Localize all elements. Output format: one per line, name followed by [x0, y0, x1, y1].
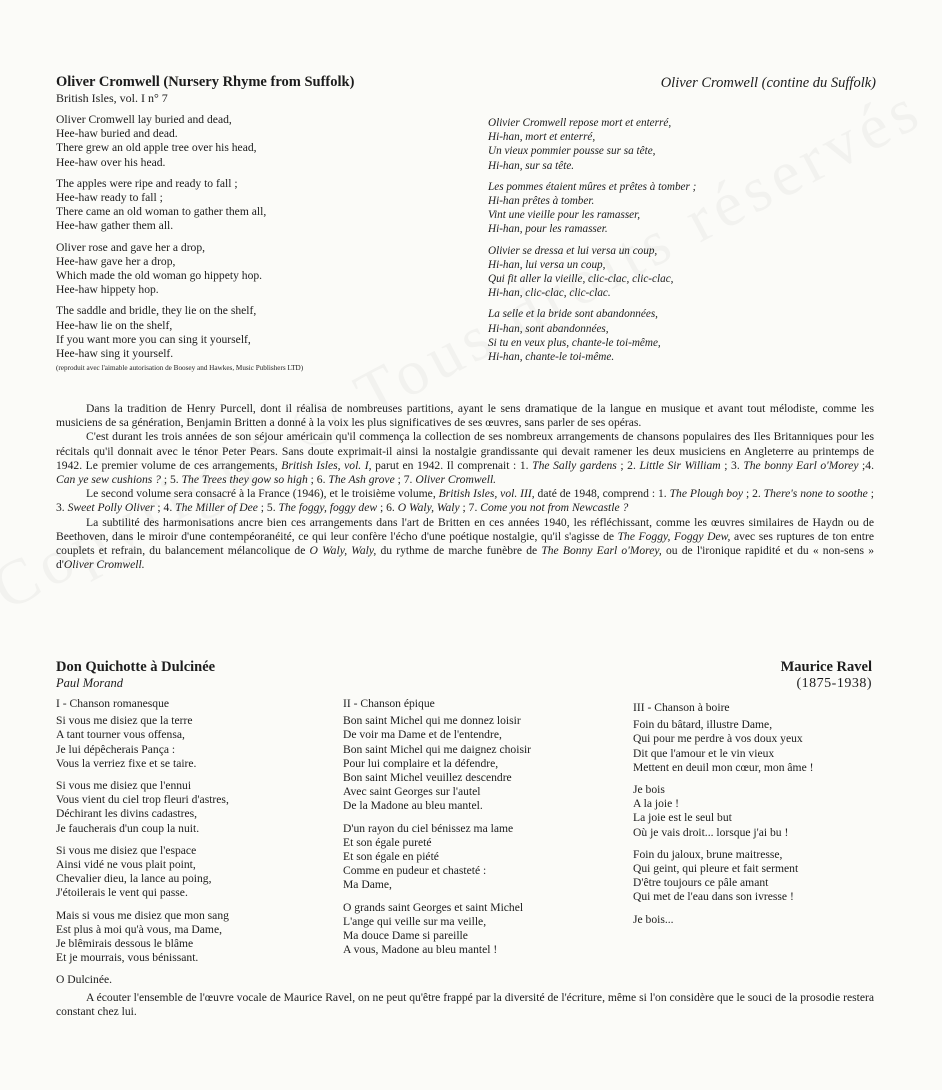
- verse-line: There came an old woman to gather them all,: [56, 205, 267, 219]
- stanza: [633, 913, 893, 927]
- verse-line: Pour lui complaire et la défendre,: [343, 756, 499, 770]
- verse-line: Comme en pudeur et chasteté :: [343, 864, 487, 878]
- verse-line: Qui fit aller la vieille, clic-clac, clic-clac,: [488, 273, 674, 286]
- song-title: II - Chanson épique: [343, 697, 435, 710]
- stanza: [343, 822, 613, 893]
- verse-line: Ma douce Dame si pareille: [343, 929, 468, 943]
- verse-line: There grew an old apple tree over his head,: [56, 141, 257, 155]
- stanza: [633, 783, 893, 840]
- song-chanson-epique: [343, 697, 613, 965]
- stanza: [488, 244, 888, 301]
- verse-line: Foin du bâtard, illustre Dame,: [633, 718, 773, 732]
- verse-line: Si vous me disiez que l'ennui: [56, 779, 192, 793]
- song-chanson-a-boire: [633, 701, 893, 935]
- verse-line: Hee-haw buried and dead.: [56, 127, 178, 141]
- stanza: [56, 177, 436, 234]
- song-title: III - Chanson à boire: [633, 701, 730, 714]
- verse-line: Un vieux pommier pousse sur sa tête,: [488, 145, 656, 158]
- verse-line: The apples were ripe and ready to fall ;: [56, 176, 238, 190]
- verse-line: Est plus à moi qu'à vous, ma Dame,: [56, 922, 222, 936]
- verse-line: Hi-han, pour les ramasser.: [488, 223, 608, 236]
- verse-line: If you want more you can sing it yourself,: [56, 332, 251, 346]
- verse-line: Hi-han, sont abandonnées,: [488, 322, 609, 335]
- verse-line: Et son égale pureté: [343, 835, 432, 849]
- verse-line: Vint une vieille pour les ramasser,: [488, 209, 641, 222]
- stanza: [633, 718, 893, 775]
- verse-line: Hi-han, sur sa tête.: [488, 159, 575, 172]
- verse-line: Hee-haw gather them all.: [56, 219, 174, 233]
- verse-line: Je blêmirais dessous le blâme: [56, 937, 194, 951]
- stanza: [56, 844, 316, 901]
- ravel-work-title: Don Quichotte à Dulcinée: [56, 659, 216, 675]
- essay-paragraph-2: C'est durant les trois années de son séjour américain qu'il commença la collection de ses nombreux arrangements de chansons populaires des Iles Britanniques pour les récitals qu'il donnait avec le ténor Peter Pears. Sans doute exprimait-il ainsi la nostalgie grandissante qui devait ramener les deux musiciens en Angleterre au printemps de 1942. Le premier volume de ces arrangements, British Isles, vol. I, parut en 1942. Il comprenait : 1. The Sally gardens ; 2. Little Sir William ; 3. The bonny Earl o'Morey ;4. Can ye sew cushions ? ; 5. The Trees they gow so high ; 6. The Ash grove ; 7. Oliver Cromwell.: [56, 430, 874, 487]
- ravel-lyricist: Paul Morand: [56, 676, 124, 690]
- stanza: [488, 116, 888, 173]
- britten-essay: [56, 402, 874, 572]
- verse-line: D'être toujours ce pâle amant: [633, 876, 769, 890]
- verse-line: Hee-haw sing it yourself.: [56, 347, 174, 361]
- essay-paragraph-3: Le second volume sera consacré à la France (1946), et le troisième volume, British Isles, vol. III, daté de 1948, comprend : 1. The Plough boy ; 2. There's none to soothe ; 3. Sweet Polly Oliver ; 4. The Miller of Dee ; 5. The foggy, foggy dew ; 6. O Waly, Waly ; 7. Come you not from Newcastle ?: [56, 487, 874, 515]
- song-chanson-romanesque: [56, 697, 316, 996]
- verse-line: Et je mourrais, vous bénissant.: [56, 951, 199, 965]
- verse-line: Mettent en deuil mon cœur, mon âme !: [633, 760, 814, 774]
- verse-line: La selle et la bride sont abandonnées,: [488, 308, 658, 321]
- verse-line: Dit que l'amour et le vin vieux: [633, 746, 775, 760]
- stanza: [56, 241, 436, 298]
- verse-line: Olivier se dressa et lui versa un coup,: [488, 244, 658, 257]
- stanza: [56, 909, 316, 966]
- verse-line: Et son égale en piété: [343, 850, 439, 864]
- stanza: [56, 779, 316, 836]
- verse-line: Si vous me disiez que l'espace: [56, 843, 197, 857]
- verse-line: A vous, Madone au bleu mantel !: [343, 943, 498, 957]
- verse-line: Which made the old woman go hippety hop.: [56, 269, 263, 283]
- verse-line: Ainsi vidé ne vous plait point,: [56, 858, 196, 872]
- verse-line: Ma Dame,: [343, 878, 392, 892]
- verse-line: Hi-han, lui versa un coup,: [488, 258, 606, 271]
- verse-line: Hi-han prêtes à tomber.: [488, 195, 595, 208]
- verse-line: Je faucherais d'un coup la nuit.: [56, 821, 200, 835]
- verse-line: Je lui dépêcherais Pança :: [56, 742, 176, 756]
- cromwell-lyrics-en: [56, 113, 436, 368]
- verse-line: Hee-haw over his head.: [56, 155, 166, 169]
- verse-line: J'étoilerais le vent qui passe.: [56, 886, 188, 900]
- essay-paragraph-1: Dans la tradition de Henry Purcell, dont il réalisa de nombreuses partitions, ayant le sens dramatique de la langue en musique et avant tout mélodiste, comme les musiciens de sa génération, Benjamin Britten a donné à la voix les plus significatives de ses œuvres, sans parler de ses opéras.: [56, 402, 874, 430]
- verse-line: Oliver rose and gave her a drop,: [56, 240, 206, 254]
- verse-line: Oliver Cromwell lay buried and dead,: [56, 113, 232, 126]
- verse-line: Si vous me disiez que la terre: [56, 714, 193, 728]
- verse-line: Déchirant les divins cadastres,: [56, 807, 198, 821]
- verse-line: Bon saint Michel qui me donnez loisir: [343, 714, 521, 728]
- verse-line: Avec saint Georges sur l'autel: [343, 785, 481, 799]
- verse-line: Olivier Cromwell repose mort et enterré,: [488, 117, 672, 129]
- verse-line: L'ange qui veille sur ma veille,: [343, 914, 487, 928]
- stanza: [56, 973, 316, 987]
- verse-line: Bon saint Michel qui me daignez choisir: [343, 742, 532, 756]
- stanza: [56, 714, 316, 771]
- verse-line: De la Madone au bleu mantel.: [343, 799, 483, 813]
- stanza: [633, 848, 893, 905]
- verse-line: De voir ma Dame et de l'entendre,: [343, 728, 502, 742]
- stanza: [56, 304, 436, 361]
- verse-line: Où je vais droit... lorsque j'ai bu !: [633, 825, 789, 839]
- closing-paragraph: [56, 991, 874, 1019]
- cromwell-subtitle: British Isles, vol. I n° 7: [56, 91, 168, 105]
- stanza: [488, 307, 888, 364]
- verse-line: Hee-haw lie on the shelf,: [56, 318, 173, 332]
- verse-line: Hee-haw ready to fall ;: [56, 191, 163, 205]
- stanza: [343, 714, 613, 813]
- verse-line: Hi-han, mort et enterré,: [488, 131, 596, 144]
- verse-line: La joie est le seul but: [633, 811, 732, 825]
- verse-line: Si tu en veux plus, chante-le toi-même,: [488, 336, 661, 349]
- stanza: [343, 901, 613, 958]
- composer-dates: (1875-1938): [796, 676, 872, 691]
- verse-line: A tant tourner vous offensa,: [56, 728, 185, 742]
- essay-paragraph-4: La subtilité des harmonisations ancre bien ces arrangements dans l'art de Britten en ces années 1940, les réfléchissant, comme les œuvres similaires de Haydn ou de Beethoven, dans le miroir d'une contempéoranéité, ce qui leur confère l'écho d'une poétique nostalgie, qu'il s'agisse de The Foggy, Foggy Dew, avec ses ruptures de ton entre couplets et refrain, du balancement mélancolique de O Waly, Waly, du rythme de marche funèbre de The Bonny Earl o'Morey, ou de l'ironique rapidité et du « non-sens » d'Oliver Cromwell.: [56, 515, 874, 572]
- cromwell-lyrics-fr: [488, 116, 888, 371]
- verse-line: Qui pour me perdre à vos doux yeux: [633, 732, 803, 746]
- verse-line: Je bois: [633, 783, 665, 797]
- verse-line: Hi-han, chante-le toi-même.: [488, 351, 615, 364]
- verse-line: Je bois...: [633, 912, 674, 926]
- stanza: [488, 180, 888, 237]
- verse-line: Bon saint Michel veuillez descendre: [343, 771, 512, 785]
- verse-line: Mais si vous me disiez que mon sang: [56, 908, 229, 922]
- verse-line: Les pommes étaient mûres et prêtes à tomber ;: [488, 180, 697, 193]
- verse-line: Vous la verriez fixe et se taire.: [56, 756, 197, 770]
- verse-line: The saddle and bridle, they lie on the shelf,: [56, 304, 257, 318]
- verse-line: O Dulcinée.: [56, 973, 113, 987]
- closing-text: A écouter l'ensemble de l'œuvre vocale de Maurice Ravel, on ne peut qu'être frappé par la diversité de l'écriture, même si l'on considère que le souci de la prosodie restera constant chez lui.: [56, 991, 874, 1019]
- verse-line: Foin du jaloux, brune maitresse,: [633, 847, 783, 861]
- verse-line: Vous vient du ciel trop fleuri d'astres,: [56, 793, 229, 807]
- stanza: [56, 113, 436, 170]
- cromwell-title-en: Oliver Cromwell (Nursery Rhyme from Suffolk): [56, 74, 355, 90]
- composer-name: Maurice Ravel: [780, 659, 872, 675]
- verse-line: Hee-haw gave her a drop,: [56, 254, 176, 268]
- verse-line: Hi-han, clic-clac, clic-clac.: [488, 287, 611, 300]
- verse-line: Qui met de l'eau dans son ivresse !: [633, 890, 794, 904]
- verse-line: Chevalier dieu, la lance au poing,: [56, 872, 212, 886]
- copyright-credit: (reproduit avec l'aimable autorisation de Boosey and Hawkes, Music Publishers LTD): [56, 364, 304, 372]
- verse-line: D'un rayon du ciel bénissez ma lame: [343, 821, 514, 835]
- verse-line: A la joie !: [633, 797, 680, 811]
- verse-line: Qui geint, qui pleure et fait serment: [633, 862, 799, 876]
- cromwell-title-fr: Oliver Cromwell (contine du Suffolk): [660, 75, 876, 91]
- verse-line: Hee-haw hippety hop.: [56, 283, 159, 297]
- verse-line: O grands saint Georges et saint Michel: [343, 900, 524, 914]
- song-title: I - Chanson romanesque: [56, 697, 170, 710]
